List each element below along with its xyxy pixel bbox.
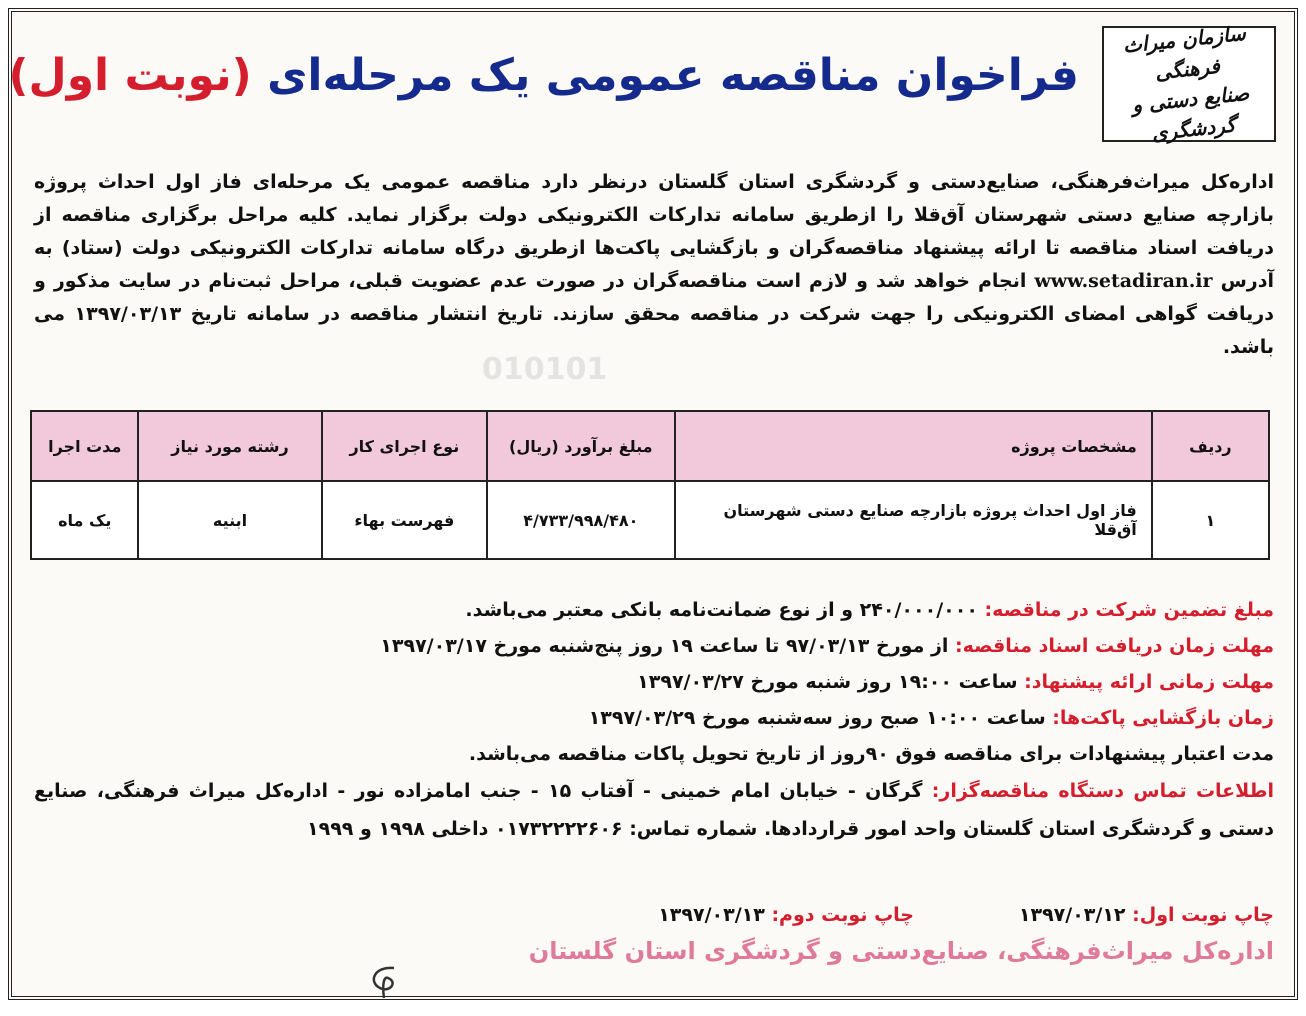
cell-field: ابنیه (138, 481, 321, 559)
second-print-label: چاپ نوبت دوم: (764, 904, 914, 926)
tender-details (34, 592, 1274, 848)
cell-estimate: ۴/۷۳۳/۹۹۸/۴۸۰ (487, 481, 674, 559)
header-duration: مدت اجرا (31, 411, 138, 481)
opening-time-line (34, 700, 1274, 736)
opening-time-value: ساعت ۱۰:۰۰ صبح روز سه‌شنبه مورخ ۱۳۹۷/۰۳/۲۹ (588, 707, 1046, 729)
docs-deadline-value: از مورخ ۹۷/۰۳/۱۳ تا ساعت ۱۹ روز پنج‌شنبه مورخ ۱۳۹۷/۰۳/۱۷ (380, 635, 949, 657)
second-print (658, 897, 914, 933)
offer-deadline-line (34, 664, 1274, 700)
intro-paragraph (34, 166, 1274, 364)
contact-info-block (34, 772, 1274, 848)
docs-deadline-label: مهلت زمان دریافت اسناد مناقصه: (948, 635, 1274, 657)
validity-line (34, 736, 1274, 772)
contact-label: اطلاعات تماس دستگاه مناقصه‌گزار: (922, 780, 1274, 802)
title-round: (نوبت اول) (8, 50, 252, 101)
title-main: فراخوان مناقصه عمومی یک مرحله‌ای (251, 50, 1079, 101)
second-print-date: ۱۳۹۷/۰۳/۱۳ (658, 904, 765, 926)
cell-work-type: فهرست بهاء (322, 481, 488, 559)
guarantee-label: مبلغ تضمین شرکت در مناقصه: (977, 599, 1274, 621)
notice-header (8, 12, 1294, 162)
footer-organization: اداره‌کل میراث‌فرهنگی، صنایع‌دستی و گردشگری استان گلستان (528, 937, 1274, 965)
setad-url-link[interactable]: www.setadiran.ir (1034, 270, 1213, 292)
cell-row-number: ۱ (1152, 481, 1269, 559)
intro-text-1: اداره‌کل میراث‌فرهنگی، صنایع‌دستی و گردشگری استان گلستان درنظر دارد مناقصه عمومی یک مرحله‌ای فاز اول احداث پروژه بازارچه صنایع دستی شهرستان آق‌قلا را ازطریق سامانه تدارکات الکترونیکی دولت برگزار نماید. کلیه مراحل برگزاری مناقصه از دریافت اسناد مناقصه تا ارائه پیشنهاد مناقصه‌گران و بازگشایی پاکت‌ها ازطریق درگاه سامانه تدارکات الکترونیکی دولت (ستاد) به آدرس (34, 171, 1274, 292)
logo-line-2: صنایع دستی و گردشگری (1130, 80, 1251, 146)
guarantee-line (34, 592, 1274, 628)
offer-deadline-label: مهلت زمانی ارائه پیشنهاد: (1017, 671, 1274, 693)
header-row-number: ردیف (1152, 411, 1269, 481)
header-estimate: مبلغ برآورد (ریال) (487, 411, 674, 481)
header-work-type: نوع اجرای کار (322, 411, 488, 481)
guarantee-value: ۲۴۰/۰۰۰/۰۰۰ و از نوع ضمانت‌نامه بانکی معتبر می‌باشد. (465, 599, 978, 621)
docs-deadline-line (34, 628, 1274, 664)
cell-duration: یک ماه (31, 481, 138, 559)
first-print-label: چاپ نوبت اول: (1125, 904, 1274, 926)
header-project-spec: مشخصات پروژه (675, 411, 1152, 481)
table-row (31, 481, 1269, 559)
offer-deadline-value: ساعت ۱۹:۰۰ روز شنبه مورخ ۱۳۹۷/۰۳/۲۷ (637, 671, 1018, 693)
page-title (8, 50, 1079, 101)
opening-time-label: زمان بازگشایی پاکت‌ها: (1045, 707, 1274, 729)
table-header-row (31, 411, 1269, 481)
tender-notice (8, 8, 1298, 1000)
intro-text-2: انجام خواهد شد و لازم است مناقصه‌گران در صورت عدم عضویت قبلی، مراحل ثبت‌نام در سایت مذکور و دریافت گواهی امضای الکترونیکی را جهت شرکت در مناقصه محقق سازند. تاریخ انتشار مناقصه در سامانه تاریخ ۱۳۹۷/۰۳/۱۳ می باشد. (34, 270, 1274, 358)
validity-text: مدت اعتبار پیشنهادات برای مناقصه فوق ۹۰روز از تاریخ تحویل پاکات مناقصه می‌باشد. (468, 743, 1274, 765)
first-print (1019, 897, 1274, 933)
first-print-date: ۱۳۹۷/۰۳/۱۲ (1018, 904, 1126, 926)
cell-project-spec: فاز اول احداث پروژه بازارچه صنایع دستی شهرستان آق‌قلا (675, 481, 1152, 559)
signature-mark (354, 962, 414, 1002)
organization-logo (1102, 20, 1276, 146)
project-table (30, 410, 1270, 560)
contact-value: گرگان - خیابان امام خمینی - آفتاب ۱۵ - جنب امامزاده نور - اداره‌کل میراث فرهنگی، صنایع دستی و گردشگری استان گلستان واحد امور قراردادها. شماره تماس: ۰۱۷۳۲۲۲۲۶۰۶ داخلی ۱۹۹۸ و ۱۹۹۹ (34, 780, 1274, 840)
logo-text (1098, 15, 1280, 152)
watermark-binary: 010101 (482, 352, 608, 387)
logo-line-1: سازمان میراث فرهنگی (1121, 20, 1247, 85)
header-field: رشته مورد نیاز (138, 411, 321, 481)
print-dates (34, 897, 1274, 933)
